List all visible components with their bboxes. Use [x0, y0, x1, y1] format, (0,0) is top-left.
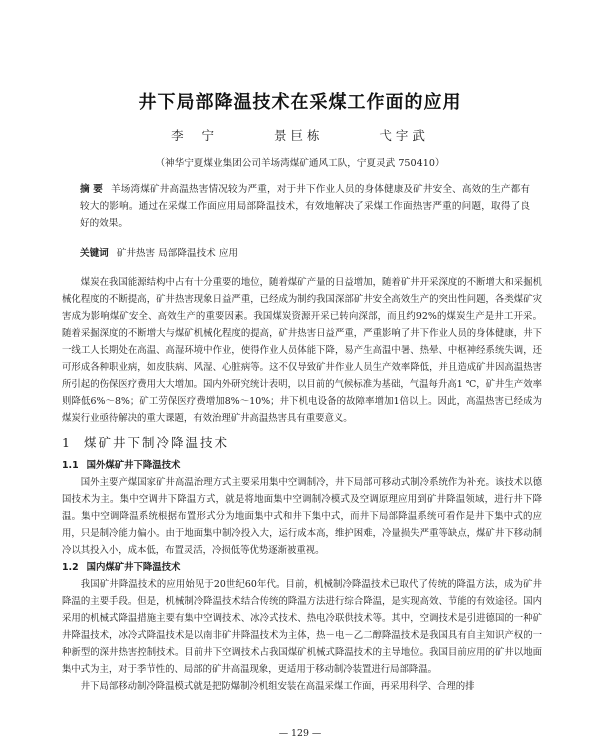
author-affiliation: （神华宁夏煤业集团公司羊场湾煤矿通风工队，宁夏灵武 750410）	[155, 158, 445, 169]
paper-title: 井下局部降温技术在采煤工作面的应用	[138, 92, 462, 113]
subsection-number: 1.2	[62, 562, 79, 573]
subsection-title: 国外煤矿井下降温技术	[86, 460, 181, 471]
author-name: 景巨栋	[273, 128, 324, 143]
author-name: 弋宇武	[379, 128, 429, 143]
page-number: — 129 —	[278, 728, 322, 739]
body-paragraph: 井下局部移动制冷降温模式就是把防爆制冷机组安装在高温采煤工作面，再采用科学、合理的排	[80, 681, 475, 692]
subsection-title: 国内煤矿井下降温技术	[86, 562, 181, 573]
keywords-text: 矿井热害 局部降温技术 应用	[116, 248, 239, 259]
keywords	[80, 247, 530, 261]
subsection-heading	[62, 457, 542, 474]
intro-paragraph: 煤炭在我国能源结构中占有十分重要的地位，随着煤矿产量的日益增加，随着矿井开采深度的不断增大和采掘机械化程度的不断提高，矿井热害现象日益严重，已经成为制约我国深部矿井安全高效生产的突出性问题，各类煤矿灾害成为影响煤矿安全、高效生产的重要因素。我国煤炭资源开采已转向深部，而且约92%的煤炭生产是井工开采。随着采掘深度的不断增大与煤矿机械化程度的提高，矿井热害日益严重，严重影响了井下作业人员的身体健康，井下一线工人长期处在高温、高湿环境中作业，使得作业人员体能下降，易产生高温中暑、热晕、中枢神经系统失调，还可形成各种职业病，如皮肤病、风湿、心脏病等。这不仅导致矿井作业人员生产效率降低，并且造成矿井因高温热害所引起的伤保医疗费用大大增加。国内外研究统计表明，以目前的气候标准为基础，气温每升高1 ℃，矿井生产效率则降低6%～8%；矿工劳保医疗费增加8%～10%；井下机电设备的故障率增加1倍以上。因此，高温热害已经成为煤炭行业亟待解决的重大课题，有效治理矿井高温热害具有重要意义。	[62, 277, 542, 424]
body-text	[62, 274, 542, 695]
author-list	[0, 126, 600, 144]
section-title: 煤矿井下制冷降温技术	[83, 435, 229, 450]
section-number: 1	[62, 435, 72, 450]
abstract	[80, 181, 530, 232]
subsection-heading	[62, 559, 542, 576]
abstract-text: 羊场湾煤矿井高温热害情况较为严重，对于井下作业人员的身体健康及矿井安全、高效的生产都有较大的影响。通过在采煤工作面应用局部降温技术，有效地解决了采煤工作面热害严重的问题，取得了良好的效果。	[80, 184, 531, 229]
body-paragraph: 我国矿井降温技术的应用始见于20世纪60年代。目前，机械制冷降温技术已取代了传统的降温方法，成为矿井降温的主要手段。但是，机械制冷降温技术结合传统的降温方法进行综合降温，是实现高效、节能的有效途径。国内采用的机械式降温措施主要有集中空调技术、冰冷式技术、热电冷联供技术等。其中，空调技术是引进德国的一种矿井降温技术，冰冷式降温技术是以南非矿井降温技术为主体，热－电－乙二醇降温技术是我国具有自主知识产权的一种新型的深井热害控制技术。目前井下空调技术占我国煤矿机械式降温技术的主导地位。我国目前应用的矿井以地面集中式为主，对于季节性的、局部的矿井高温现象，更适用于移动制冷装置进行局部降温。	[62, 579, 542, 675]
author-name: 李 宁	[171, 128, 219, 143]
subsection-number: 1.1	[62, 460, 79, 471]
abstract-label: 摘 要	[80, 184, 103, 195]
section-heading	[62, 433, 542, 453]
body-paragraph: 国外主要产煤国家矿井高温治理方式主要采用集中空调制冷，井下局部可移动式制冷系统作为补充。该技术以德国技术为主。集中空调井下降温方式，就是将地面集中空调制冷模式及空调原理应用到矿井降温领域，进行井下降温。集中空调降温系统根据布置形式分为地面集中式和井下集中式，而井下局部降温系统可看作是井下集中式的应用，只是制冷能力偏小。由于地面集中制冷投入大，运行成本高，维护困难，冷量损失严重等缺点，煤矿井下移动制冷以其投入小，成本低，布置灵活，冷损低等优势逐渐被重视。	[62, 477, 542, 556]
keywords-label: 关键词	[80, 248, 109, 259]
